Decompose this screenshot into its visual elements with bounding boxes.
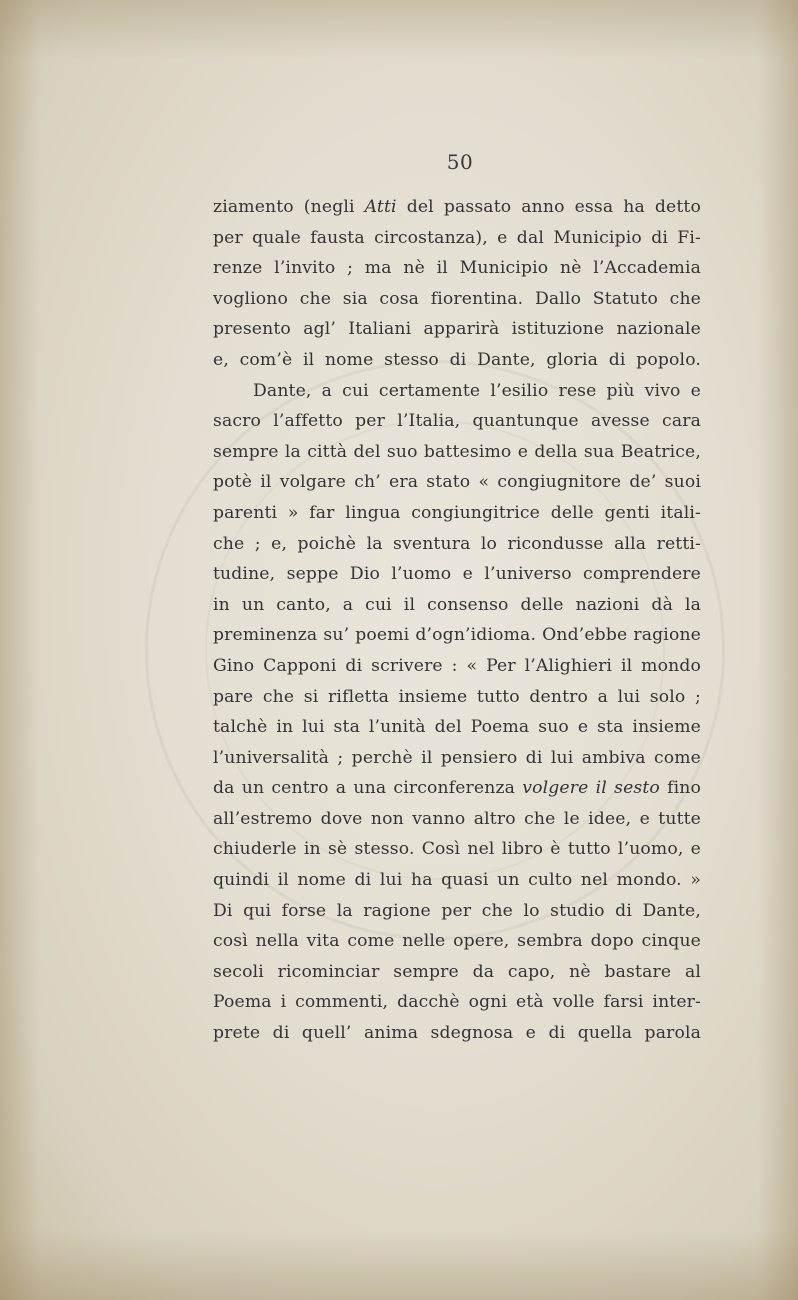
text-run: presento agl’ Italiani apparirà istituzione nazionale (213, 319, 701, 340)
text-run: tudine, seppe Dio l’uomo e l’universo comprendere (213, 564, 701, 585)
text-run: preminenza su’ poemi d’ogn’idioma. Ond’ebbe ragione (213, 625, 701, 646)
text-line (213, 804, 701, 835)
text-run: quindi il nome di lui ha quasi un culto nel mondo. » (213, 870, 701, 891)
text-run: potè il volgare ch’ era stato « congiugnitore de’ suoi (213, 472, 701, 493)
body-text (213, 192, 701, 1049)
text-line (213, 253, 701, 284)
text-line (213, 834, 701, 865)
text-run: del passato anno essa ha detto (396, 197, 701, 217)
text-run: all’estremo dove non vanno altro che le idee, e tutte (213, 808, 701, 829)
page-edge-top (0, 0, 798, 60)
text-run: e, com’è il nome stesso di Dante, gloria di popolo. (213, 349, 701, 370)
text-run: Gino Capponi di scrivere : « Per l’Alighieri il mondo (213, 655, 701, 676)
text-line (213, 223, 701, 254)
text-line (213, 682, 701, 713)
text-line (213, 559, 701, 590)
text-run: da un centro a una circonferenza (213, 778, 523, 799)
text-run: per quale fausta circostanza), e dal Municipio di Fi- (213, 227, 701, 248)
text-line (213, 284, 701, 315)
text-line (213, 529, 701, 560)
text-line (213, 743, 701, 774)
page-number: 50 (446, 150, 474, 174)
text-run: Dante, a cui certamente l’esilio rese più vivo e (253, 380, 701, 401)
text-line (213, 1018, 701, 1049)
text-run: sacro l’affetto per l’Italia, quantunque avesse cara (213, 411, 701, 432)
text-line (213, 498, 701, 529)
text-line (213, 712, 701, 743)
italic-text: volgere il sesto (522, 778, 660, 799)
italic-text: Atti (364, 197, 397, 217)
page-edge-left (0, 0, 40, 1300)
text-run: pare che si rifletta insieme tutto dentro a lui solo ; (213, 686, 701, 707)
text-line (213, 987, 701, 1018)
text-run: secoli ricominciar sempre da capo, nè bastare al (213, 961, 701, 982)
text-run: così nella vita come nelle opere, sembra dopo cinque (213, 931, 701, 952)
text-line (213, 437, 701, 468)
text-run: ziamento (negli (213, 197, 365, 217)
text-run: talchè in lui sta l’unità del Poema suo e sta insieme (213, 717, 701, 738)
text-line (213, 314, 701, 345)
text-line (213, 926, 701, 957)
text-run: parenti » far lingua congiungitrice delle genti itali- (213, 502, 701, 523)
text-line (213, 957, 701, 988)
page-edge-right (758, 0, 798, 1300)
text-line (213, 896, 701, 927)
text-run: Poema i commenti, dacchè ogni età volle farsi inter- (213, 992, 701, 1013)
text-line (213, 865, 701, 896)
text-line (213, 192, 701, 223)
text-run: vogliono che sia cosa fiorentina. Dallo Statuto che (213, 288, 701, 309)
text-line (213, 345, 701, 376)
text-run: che ; e, poichè la sventura lo ricondusse alla retti- (213, 533, 701, 554)
text-run: sempre la città del suo battesimo e della sua Beatrice, (213, 441, 701, 462)
text-line (213, 406, 701, 437)
text-line (213, 590, 701, 621)
text-line (213, 773, 701, 804)
text-line (213, 620, 701, 651)
text-run: renze l’invito ; ma nè il Municipio nè l’Accademia (213, 258, 701, 279)
text-run: fino (659, 778, 701, 799)
text-run: Di qui forse la ragione per che lo studio di Dante, (213, 900, 701, 921)
page-edge-bottom (0, 1230, 798, 1300)
text-line (213, 376, 701, 407)
text-run: chiuderle in sè stesso. Così nel libro è tutto l’uomo, e (213, 839, 701, 860)
text-line (213, 467, 701, 498)
text-run: l’universalità ; perchè il pensiero di lui ambiva come (213, 747, 701, 768)
text-run: in un canto, a cui il consenso delle nazioni dà la (213, 594, 701, 615)
text-line (213, 651, 701, 682)
text-run: prete di quell’ anima sdegnosa e di quella parola (213, 1023, 701, 1044)
